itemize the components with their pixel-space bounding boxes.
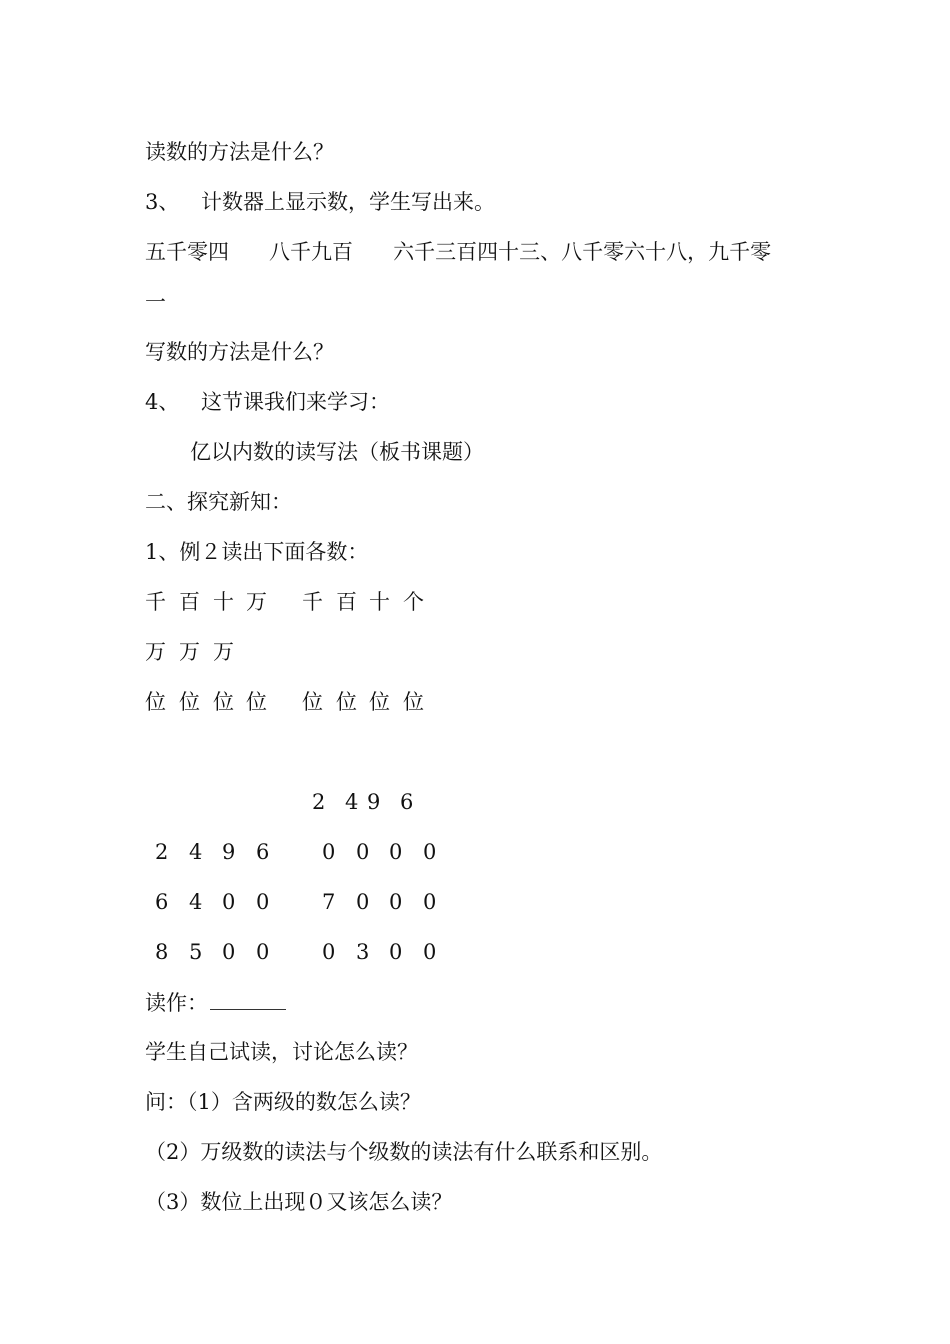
write-method-question: 写数的方法是什么？ [145, 340, 334, 364]
digit: 4 [189, 840, 203, 864]
place-label: 百 [179, 590, 200, 614]
question-2: （2）万级数的读法与个级数的读法有什么联系和区别。 [145, 1140, 663, 1164]
digit: 4 [189, 890, 203, 914]
digit: 0 [423, 840, 437, 864]
item-4-text: 这节课我们来学习： [201, 390, 390, 414]
digit: 0 [356, 890, 370, 914]
digit: 4 [345, 790, 359, 814]
place-label: 位 [179, 690, 200, 714]
digit: 0 [222, 940, 236, 964]
read-as-line [145, 989, 286, 1016]
digit: 2 [312, 790, 326, 814]
place-label: 位 [403, 690, 424, 714]
digit: 6 [155, 890, 169, 914]
digit: 0 [256, 890, 270, 914]
digit: 0 [222, 890, 236, 914]
section-2-heading: 二、探究新知： [145, 490, 292, 514]
place-label: 位 [145, 690, 166, 714]
digit: 0 [389, 840, 403, 864]
number-words-line-cont: 一 [145, 290, 166, 314]
lesson-title: 亿以内数的读写法（板书课题） [190, 440, 484, 464]
digit: 0 [322, 840, 336, 864]
read-method-question: 读数的方法是什么？ [145, 140, 334, 164]
place-label: 位 [213, 690, 234, 714]
number-words-line: 五千零四 八千九百 六千三百四十三、八千零六十八，九千零 [145, 240, 772, 264]
digit: 2 [155, 840, 169, 864]
place-label: 位 [369, 690, 390, 714]
digit: 8 [155, 940, 169, 964]
read-as-label: 读作： [145, 991, 208, 1015]
place-label: 位 [302, 690, 323, 714]
digit: 0 [256, 940, 270, 964]
place-label: 位 [246, 690, 267, 714]
answer-blank [210, 989, 286, 1010]
digit: 9 [367, 790, 381, 814]
place-label: 百 [336, 590, 357, 614]
digit: 9 [222, 840, 236, 864]
place-label: 万 [213, 640, 234, 664]
place-label: 十 [369, 590, 390, 614]
place-label: 万 [145, 640, 166, 664]
digit: 0 [423, 890, 437, 914]
place-label: 个 [403, 590, 424, 614]
digit: 0 [389, 890, 403, 914]
item-3-text: 计数器上显示数，学生写出来。 [201, 190, 495, 214]
digit: 7 [322, 890, 336, 914]
place-label: 十 [213, 590, 234, 614]
digit: 0 [356, 840, 370, 864]
digit: 6 [400, 790, 414, 814]
item-4-number: 4、 [145, 390, 180, 414]
question-3: （3）数位上出现０又该怎么读？ [145, 1190, 453, 1214]
digit: 0 [322, 940, 336, 964]
digit: 0 [423, 940, 437, 964]
digit: 0 [389, 940, 403, 964]
place-label: 万 [179, 640, 200, 664]
place-label: 位 [336, 690, 357, 714]
place-label: 千 [145, 590, 166, 614]
digit: 5 [189, 940, 203, 964]
digit: 3 [356, 940, 370, 964]
item-3-number: 3、 [145, 190, 180, 214]
example-2-heading: 1、例２读出下面各数： [145, 540, 369, 564]
place-label: 千 [302, 590, 323, 614]
students-try-text: 学生自己试读，讨论怎么读？ [145, 1040, 418, 1064]
place-label: 万 [246, 590, 267, 614]
question-1: 问：（1）含两级的数怎么读？ [145, 1090, 421, 1114]
digit: 6 [256, 840, 270, 864]
